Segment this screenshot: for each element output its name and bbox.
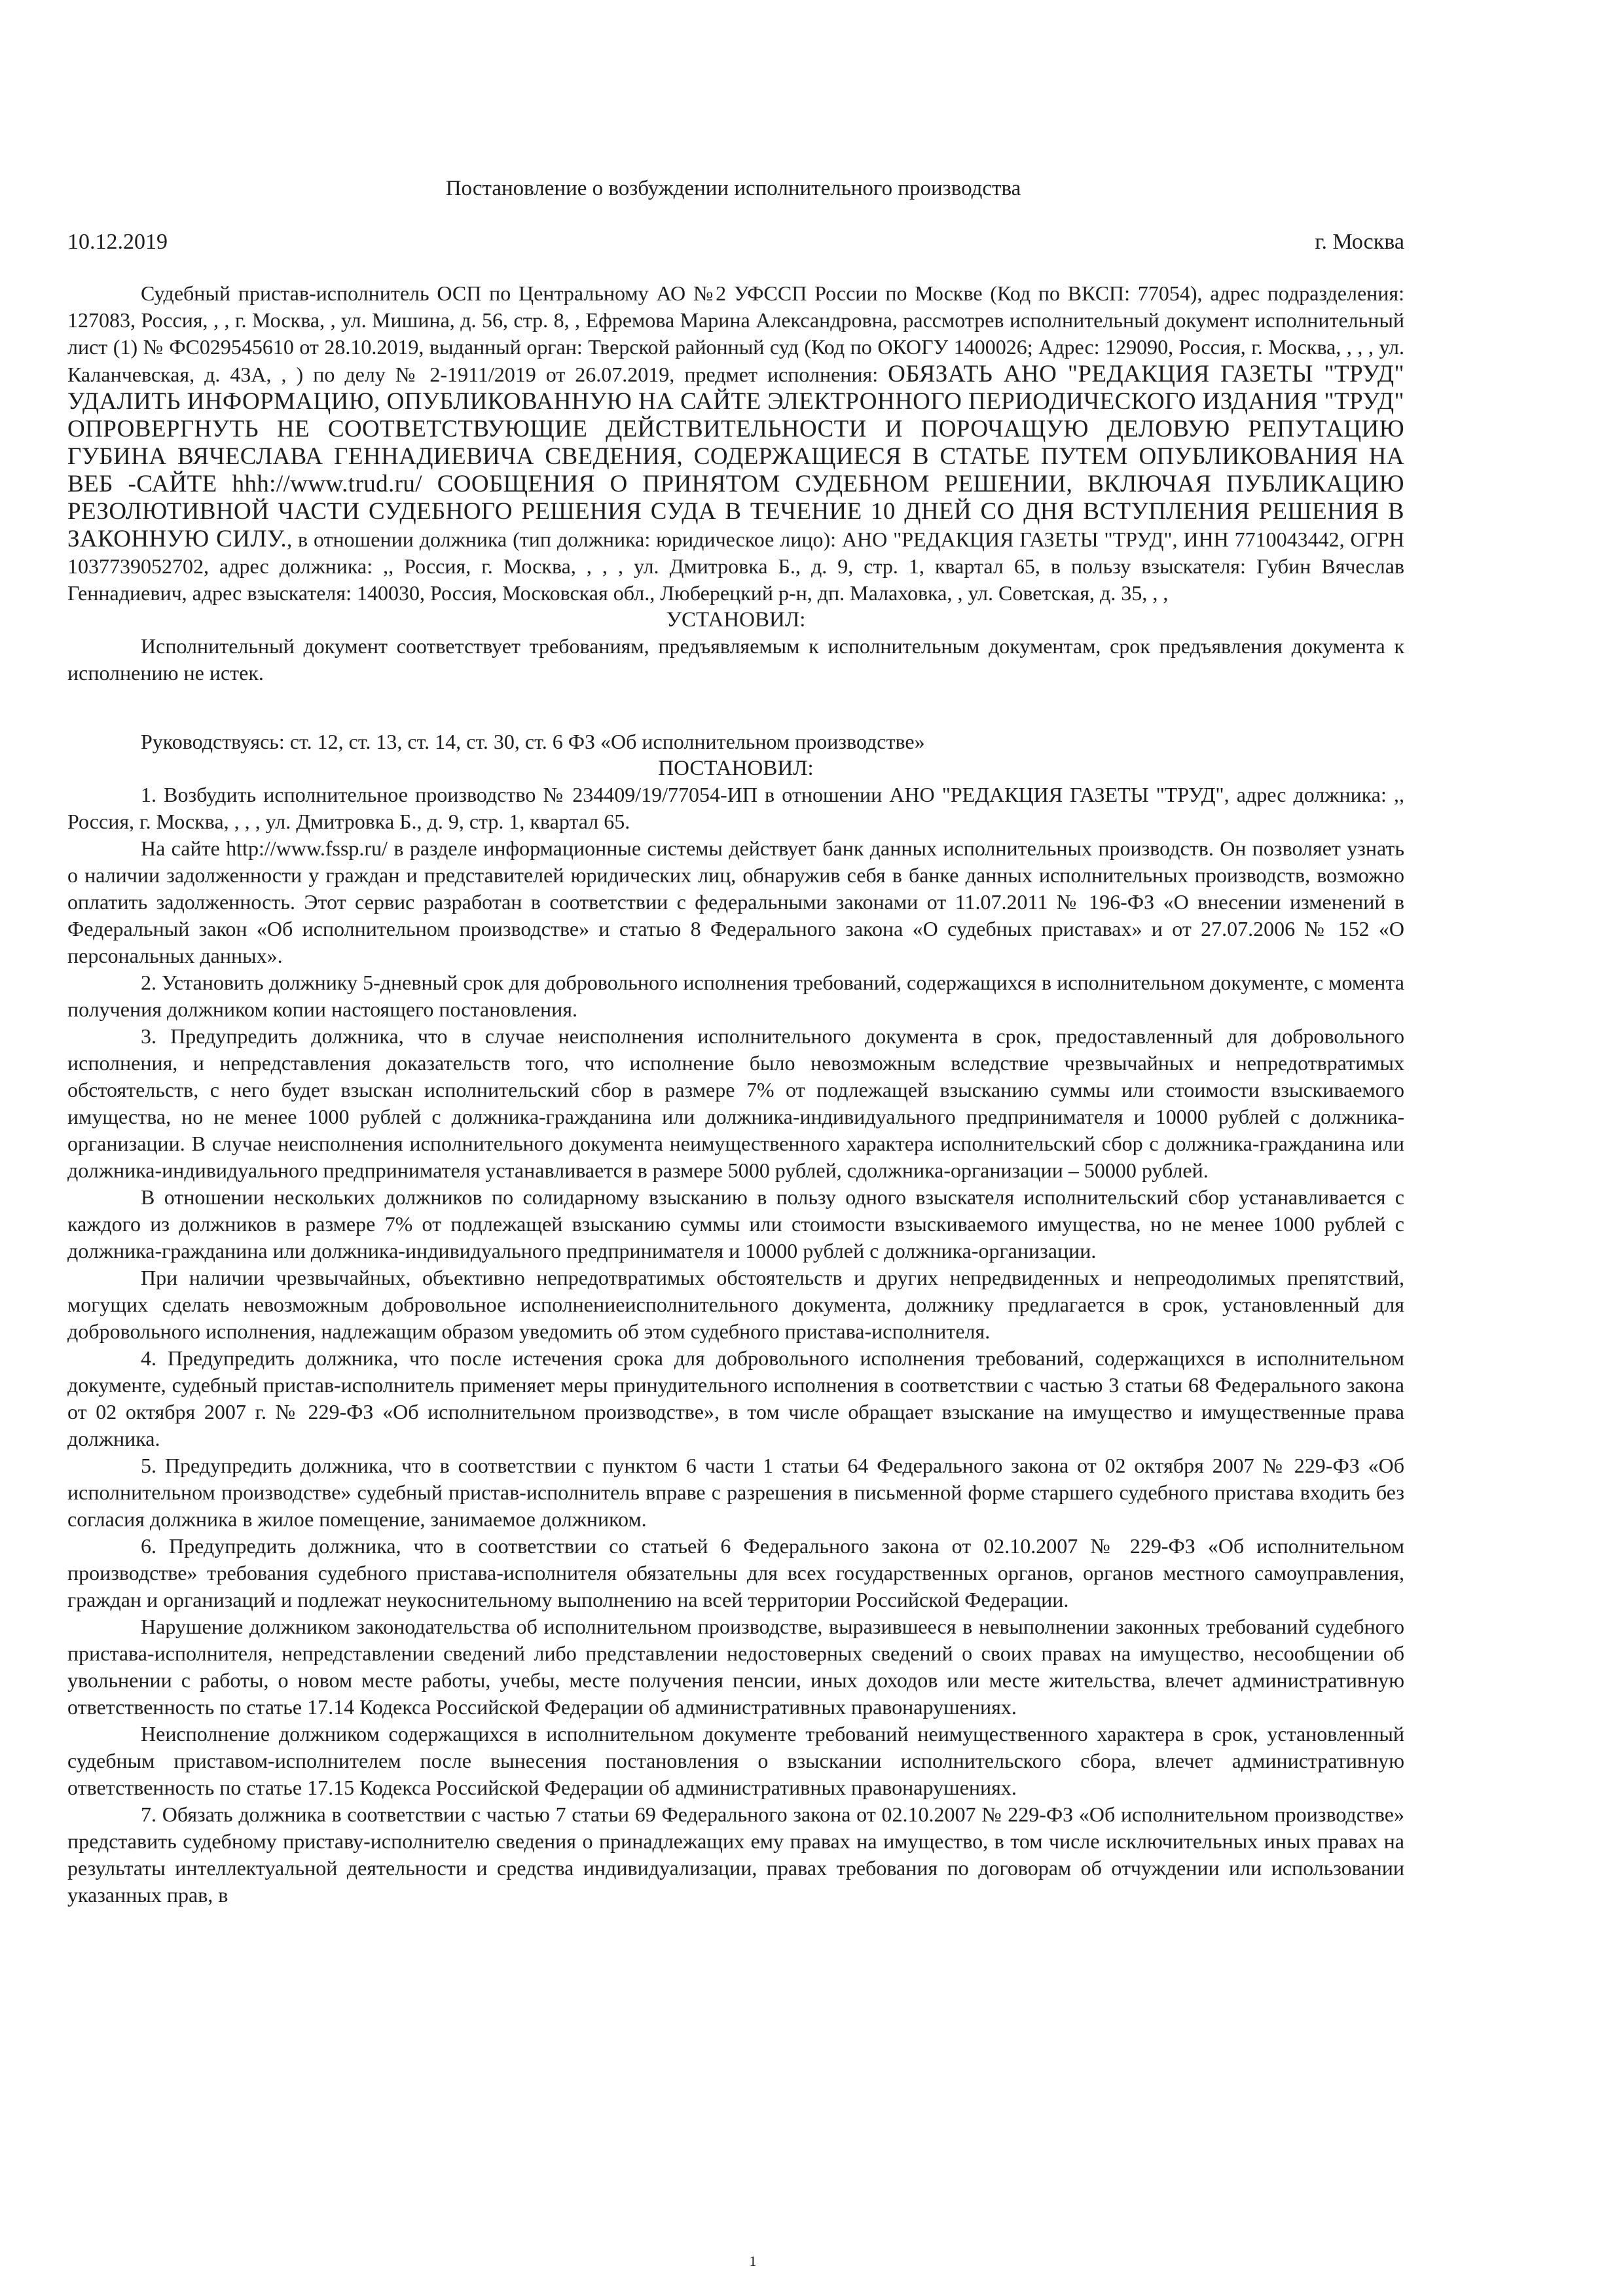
solidary-debtors-paragraph: В отношении нескольких должников по солидарному взысканию в пользу одного взыскателя исполнительский сбор устанавливается с каждого из должников в размере 7% от подлежащей взысканию суммы или стоимости взыскиваемого имущества, но не менее 1000 рублей с должника-гражданина или должника-индивидуального предпринимателя и 10000 рублей с должника-организации. [67, 1185, 1404, 1263]
item-2-paragraph: 2. Установить должнику 5-дневный срок для добровольного исполнения требований, содержащихся в исполнительном документе, с момента получения должником копии настоящего постановления. [67, 971, 1404, 1021]
document-date: 10.12.2019 [67, 230, 168, 254]
page-number: 1 [749, 2253, 757, 2269]
established-paragraph: Исполнительный документ соответствует требованиям, предъявляемым к исполнительным документам, срок предъявления документа к исполнению не истек. [67, 634, 1404, 685]
violation-17-14-paragraph: Нарушение должником законодательства об исполнительном производстве, выразившееся в невыполнении законных требований судебного пристава-исполнителя, непредставлении сведений либо представлении недостоверных сведений о своих правах на имущество, несообщении об увольнении с работы, о новом месте работы, учебы, месте получения пенсии, иных доходов или месте жительства, влечет административную ответственность по статье 17.14 Кодекса Российской Федерации об административных правонарушениях. [67, 1615, 1404, 1719]
item-4-paragraph: 4. Предупредить должника, что после истечения срока для добровольного исполнения требований, содержащихся в исполнительном документе, судебный пристав-исполнитель применяет меры принудительного исполнения в соответствии с частью 3 статьи 68 Федерального закона от 02 октября 2007 г. № 229-ФЗ «Об исполнительном производстве», в том числе обращает взыскание на имущество и имущественные права должника. [67, 1346, 1404, 1450]
intro-subject-caps: ОБЯЗАТЬ АНО "РЕДАКЦИЯ ГАЗЕТЫ "ТРУД" УДАЛИТЬ ИНФОРМАЦИЮ, ОПУБЛИКОВАННУЮ НА САЙТЕ ЭЛЕКТРОННОГО ПЕРИОДИЧЕСКОГО ИЗДАНИЯ "ТРУД" ОПРОВЕРГНУТЬ НЕ СООТВЕТСТВУЮЩИЕ ДЕЙСТВИТЕЛЬНОСТИ И ПОРОЧАЩУЮ ДЕЛОВУЮ РЕПУТАЦИЮ ГУБИНА ВЯЧЕСЛАВА ГЕННАДИЕВИЧА СВЕДЕНИЯ, СОДЕРЖАЩИЕСЯ В СТАТЬЕ ПУТЕМ ОПУБЛИКОВАНИЯ НА ВЕБ -САЙТЕ hhh://www.trud.ru/ СООБЩЕНИЯ О ПРИНЯТОМ СУДЕБНОМ РЕШЕНИИ, ВКЛЮЧАЯ ПУБЛИКАЦИЮ РЕЗОЛЮТИВНОЙ ЧАСТИ СУДЕБНОГО РЕШЕНИЯ СУДА В ТЕЧЕНИЕ 10 ДНЕЙ СО ДНЯ ВСТУПЛЕНИЯ РЕШЕНИЯ В ЗАКОННУЮ СИЛУ. [67, 361, 1405, 552]
item-5-paragraph: 5. Предупредить должника, что в соответствии с пунктом 6 части 1 статьи 64 Федерального закона от 02 октября 2007 № 229-ФЗ «Об исполнительном производстве» судебный пристав-исполнитель вправе с разрешения в письменной форме старшего судебного пристава входить без согласия должника в жилое помещение, занимаемое должником. [67, 1454, 1404, 1531]
guided-by-paragraph: Руководствуясь: ст. 12, ст. 13, ст. 14, ст. 30, ст. 6 ФЗ «Об исполнительном производстве» [141, 730, 925, 753]
force-majeure-paragraph: При наличии чрезвычайных, объективно непредотвратимых обстоятельств и других непредвиденных и непреодолимых препятствий, могущих сделать невозможным добровольное исполнениеисполнительного документа, должнику предлагается в срок, установленный для добровольного исполнения, надлежащим образом уведомить об этом судебного пристава-исполнителя. [67, 1266, 1404, 1343]
heading-resolved: ПОСТАНОВИЛ: [658, 757, 814, 780]
intro-text-tail: , в отношении должника (тип должника: юридическое лицо): АНО "РЕДАКЦИЯ ГАЗЕТЫ "ТРУД", ИНН 7710043442, ОГРН 1037739052702, адрес должника: ,, Россия, г. Москва, , , , ул. Дмитровка Б., д. 9, стр. 1, квартал 65, в пользу взыскателя: Губин Вячеслав Геннадиевич, адрес взыскателя: 140030, Россия, Московская обл., Люберецкий р-н, дп. Малаховка, , ул. Советская, д. 35, , , [67, 528, 1405, 605]
violation-17-15-paragraph: Неисполнение должником содержащихся в исполнительном документе требований неимущественного характера в срок, установленный судебным приставом-исполнителем после вынесения постановления о взыскании исполнительского сбора, влечет административную ответственность по статье 17.15 Кодекса Российской Федерации об административных правонарушениях. [67, 1722, 1404, 1799]
document-body [67, 280, 1404, 1909]
item-3-paragraph: 3. Предупредить должника, что в случае неисполнения исполнительного документа в срок, предоставленный для добровольного исполнения, и непредставления доказательств того, что исполнение было невозможным вследствие чрезвычайных и непредотвратимых обстоятельств, с него будет взыскан исполнительский сбор в размере 7% от подлежащей взысканию суммы или стоимости взыскиваемого имущества, но не менее 1000 рублей с должника-гражданина или должника-индивидуального предпринимателя и 10000 рублей с должника-организации. В случае неисполнения исполнительного документа неимущественного характера исполнительский сбор с должника-гражданина или должника-индивидуального предпринимателя устанавливается в размере 5000 рублей, сдолжника-организации – 50000 рублей. [67, 1024, 1404, 1182]
item-7-paragraph: 7. Обязать должника в соответствии с частью 7 статьи 69 Федерального закона от 02.10.2007 № 229-ФЗ «Об исполнительном производстве» представить судебному приставу-исполнителю сведения о принадлежащих ему правах на имущество, в том числе исключительных иных правах на результаты интеллектуальной деятельности и средства индивидуализации, правах требования по договорам об отчуждении или использовании указанных прав, в [67, 1803, 1404, 1907]
item-1-paragraph: 1. Возбудить исполнительное производство № 234409/19/77054-ИП в отношении АНО "РЕДАКЦИЯ ГАЗЕТЫ "ТРУД", адрес должника: ,, Россия, г. Москва, , , , ул. Дмитровка Б., д. 9, стр. 1, квартал 65. [67, 783, 1404, 833]
item-6-paragraph: 6. Предупредить должника, что в соответствии со статьей 6 Федерального закона от 02.10.2007 № 229-ФЗ «Об исполнительном производстве» требования судебного пристава-исполнителя обязательны для всех государственных органов, органов местного самоуправления, граждан и организаций и подлежат неукоснительному выполнению на всей территории Российской Федерации. [67, 1534, 1404, 1611]
intro-paragraph [67, 280, 1404, 607]
heading-established: УСТАНОВИЛ: [666, 608, 806, 632]
intro-text: Судебный пристав-исполнитель ОСП по Центральному АО №2 УФССП России по Москве (Код по ВКСП: 77054), адрес подразделения: 127083, Россия, , , г. Москва, , ул. Мишина, д. 56, стр. 8, , Ефремова Марина Александровна, рассмотрев исполнительный документ исполнительный лист (1) № ФС029545610 от 28.10.2019, выданный орган: Тверской районный суд (Код по ОКОГУ 1400026; Адрес: 129090, Россия, г. Москва, , , , ул. Каланчевская, д. 43А, , ) по делу № 2-1911/2019 от 26.07.2019, предмет исполнения: [67, 281, 1404, 386]
document-title: Постановление о возбуждении исполнительного производства [445, 177, 1021, 200]
spacer [67, 687, 1404, 728]
document-city: г. Москва [1315, 230, 1404, 254]
fssp-info-paragraph: На сайте http://www.fssp.ru/ в разделе информационные системы действует банк данных исполнительных производств. Он позволяет узнать о наличии задолженности у граждан и представителей юридических лиц, обнаружив себя в банке данных исполнительных производств, возможно оплатить задолженность. Этот сервис разработан в соответствии с федеральными законами от 11.07.2011 № 196-ФЗ «О внесении изменений в Федеральный закон «Об исполнительном производстве» и статью 8 Федерального закона «О судебных приставах» и от 27.07.2006 № 152 «О персональных данных». [67, 836, 1404, 967]
